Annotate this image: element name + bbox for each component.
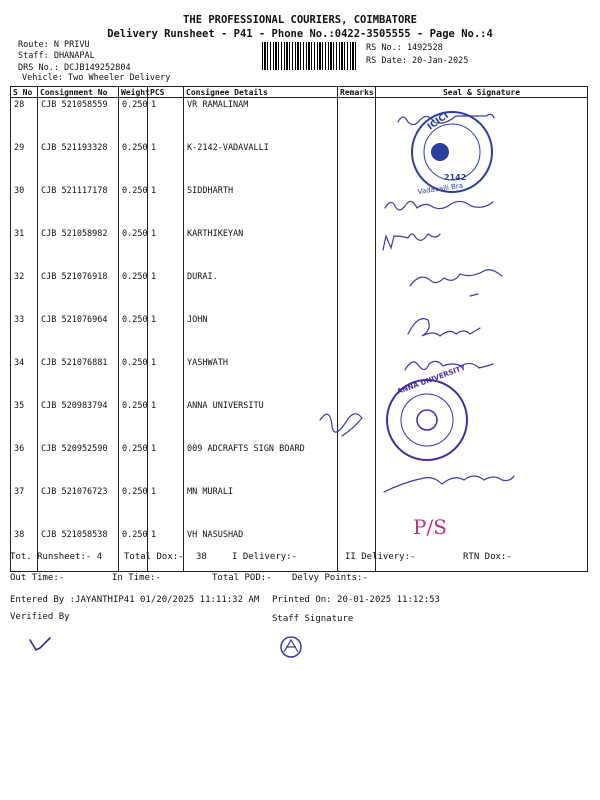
col-consignment: Consignment No [38, 87, 119, 98]
cell-consignee: KARTHIKEYAN [184, 227, 338, 270]
cell-pcs: 1 [148, 485, 184, 528]
icici-stamp-line3: Vadavalli Bra [417, 181, 464, 196]
cell-consignment: CJB 520983794 [38, 399, 119, 442]
rtn-dox: RTN Dox:- [463, 552, 512, 562]
signature-row-31 [383, 234, 440, 250]
icici-stamp-line1: ICICI [425, 110, 451, 133]
drs-number: DRS No.: DCJB149252804 [18, 63, 131, 73]
delvy-points: Delvy Points:- [292, 573, 368, 583]
cell-weight: 0.250 [119, 313, 148, 356]
cell-sno: 36 [11, 442, 38, 485]
cell-sno: 37 [11, 485, 38, 528]
cell-weight: 0.250 [119, 270, 148, 313]
cell-pcs: 1 [148, 227, 184, 270]
company-title: THE PROFESSIONAL COURIERS, COIMBATORE [183, 14, 417, 26]
cell-weight: 0.250 [119, 399, 148, 442]
in-time: In Time:- [112, 573, 161, 583]
total-dox-label: Total Dox:- [124, 552, 184, 562]
cell-consignment: CJB 521076964 [38, 313, 119, 356]
cell-weight: 0.250 [119, 184, 148, 227]
entered-by: Entered By :JAYANTHIP41 01/20/2025 11:11:32 AM [10, 595, 260, 605]
cell-consignment: CJB 520952590 [38, 442, 119, 485]
cell-pcs: 1 [148, 356, 184, 399]
cell-sno: 34 [11, 356, 38, 399]
cell-consignee: VH NASUSHAD [184, 528, 338, 572]
icici-stamp-line2: 2142 [444, 173, 467, 182]
tot-runsheet: Tot. Runsheet:- 4 [10, 552, 103, 562]
cell-sno: 32 [11, 270, 38, 313]
cell-consignee: 009 ADCRAFTS SIGN BOARD [184, 442, 338, 485]
cell-sno: 38 [11, 528, 38, 572]
cell-pcs: 1 [148, 528, 184, 572]
out-time: Out Time:- [10, 573, 65, 583]
signature-row-33 [408, 319, 480, 336]
vehicle-label: Vehicle: Two Wheeler Delivery [22, 73, 171, 83]
cell-consignment: CJB 521117178 [38, 184, 119, 227]
cell-weight: 0.250 [119, 98, 148, 142]
staff-signature-stamp [281, 637, 301, 657]
cell-consignment: CJB 521193328 [38, 141, 119, 184]
cell-pcs: 1 [148, 141, 184, 184]
signature-row-32 [410, 270, 502, 296]
cell-weight: 0.250 [119, 141, 148, 184]
cell-consignee: JOHN [184, 313, 338, 356]
printed-on: Printed On: 20-01-2025 11:12:53 [272, 595, 440, 605]
cell-sno: 31 [11, 227, 38, 270]
cell-sno: 29 [11, 141, 38, 184]
route-label: Route: N PRIVU [18, 40, 90, 50]
staff-signature: Staff Signature [272, 614, 354, 624]
cell-weight: 0.250 [119, 356, 148, 399]
cell-consignment: CJB 521076881 [38, 356, 119, 399]
anna-stamp-text: ANNA UNIVERSITY [395, 363, 467, 396]
cell-sno: 35 [11, 399, 38, 442]
cell-consignment: CJB 521076723 [38, 485, 119, 528]
i-delivery: I Delivery:- [232, 552, 298, 562]
cell-pcs: 1 [148, 98, 184, 142]
total-pod: Total POD:- [212, 573, 272, 583]
cell-consignment: CJB 521058538 [38, 528, 119, 572]
verified-by-mark [30, 638, 50, 650]
signature-row-30 [385, 201, 493, 210]
cell-pcs: 1 [148, 442, 184, 485]
anna-university-stamp [387, 363, 467, 460]
cell-sno: 33 [11, 313, 38, 356]
col-seal: Seal & Signature [376, 87, 588, 98]
rs-number: RS No.: 1492528 [366, 43, 443, 53]
cell-weight: 0.250 [119, 227, 148, 270]
col-weight: Weight [119, 87, 148, 98]
col-sno: S No [11, 87, 38, 98]
handwritten-pis: P/S [413, 515, 447, 539]
cell-consignee: VR RAMALINAM [184, 98, 338, 142]
cell-sno: 28 [11, 98, 38, 142]
cell-consignment: CJB 521058982 [38, 227, 119, 270]
cell-sno: 30 [11, 184, 38, 227]
cell-weight: 0.250 [119, 528, 148, 572]
cell-weight: 0.250 [119, 442, 148, 485]
ii-delivery: II Delivery:- [345, 552, 416, 562]
cell-pcs: 1 [148, 184, 184, 227]
icici-stamp [412, 111, 492, 196]
cell-consignee: K-2142-VADAVALLI [184, 141, 338, 184]
signature-row-37 [384, 476, 514, 492]
cell-weight: 0.250 [119, 485, 148, 528]
cell-pcs: 1 [148, 313, 184, 356]
cell-consignee: YASHWATH [184, 356, 338, 399]
cell-consignee: MN MURALI [184, 485, 338, 528]
cell-pcs: 1 [148, 399, 184, 442]
signature-remarks-36 [320, 414, 362, 436]
col-consignee: Consignee Details [184, 87, 338, 98]
cell-consignee: SIDDHARTH [184, 184, 338, 227]
rs-date: RS Date: 20-Jan-2025 [366, 56, 469, 66]
cell-pcs: 1 [148, 270, 184, 313]
cell-consignee: DURAI. [184, 270, 338, 313]
runsheet-title: Delivery Runsheet - P41 - Phone No.:0422-3505555 - Page No.:4 [107, 28, 493, 40]
verified-by: Verified By [10, 612, 70, 622]
cell-consignment: CJB 521058559 [38, 98, 119, 142]
cell-consignment: CJB 521076918 [38, 270, 119, 313]
cell-consignee: ANNA UNIVERSITU [184, 399, 338, 442]
total-dox-value: 38 [196, 552, 207, 562]
col-remarks: Remarks [338, 87, 376, 98]
staff-label: Staff: DHANAPAL [18, 51, 95, 61]
col-pcs: PCS [148, 87, 184, 98]
